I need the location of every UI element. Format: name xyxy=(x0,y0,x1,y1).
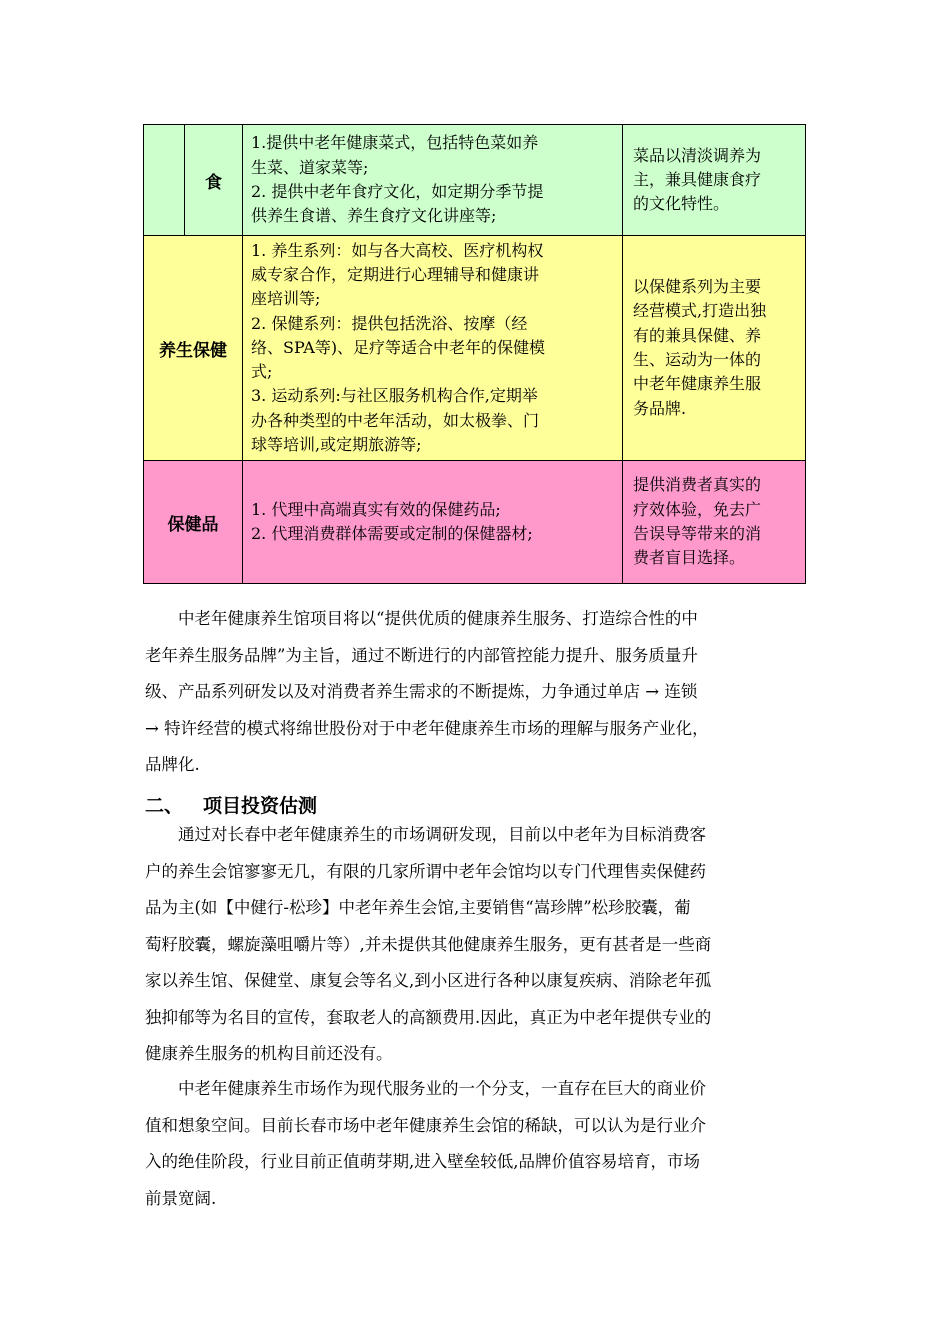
note-cell xyxy=(623,125,806,236)
description-line: 式; xyxy=(251,362,273,382)
paragraph-line: 家以养生馆、保健堂、康复会等名义,到小区进行各种以康复疾病、消除老年孤 xyxy=(145,971,712,990)
description-line: 1. 养生系列：如与各大高校、医疗机构权 xyxy=(251,240,544,260)
description-line: 办各种类型的中老年活动，如太极拳、门 xyxy=(251,410,540,430)
description-cell xyxy=(243,461,623,584)
category-cell: 食 xyxy=(185,125,243,236)
description-line: 3. 运动系列:与社区服务机构合作,定期举 xyxy=(251,386,538,406)
table-row-products xyxy=(144,461,806,584)
table-cell-blank xyxy=(144,125,185,236)
note-line: 以保健系列为主要 xyxy=(633,277,762,297)
paragraph-market-survey xyxy=(145,817,809,1073)
note-line: 疗效体验，免去广 xyxy=(633,499,762,519)
table-row-health xyxy=(144,236,806,461)
category-cell: 养生保健 xyxy=(144,236,243,461)
description-line: 座培训等; xyxy=(251,289,321,309)
note-line: 提供消费者真实的 xyxy=(633,475,762,495)
paragraph-line: 老年养生服务品牌”为主旨，通过不断进行的内部管控能力提升、服务质量升 xyxy=(145,645,698,665)
description-cell xyxy=(243,125,623,236)
table-row-food xyxy=(144,125,806,236)
description-line: 1. 代理中高端真实有效的保健药品; xyxy=(251,499,501,519)
description-line: 威专家合作，定期进行心理辅导和健康讲 xyxy=(251,264,540,284)
paragraph-line: 级、产品系列研发以及对消费者养生需求的不断提炼，力争通过单店 → 连锁 xyxy=(145,682,698,701)
description-line: 2. 代理消费群体需要或定制的保健器材; xyxy=(251,524,533,543)
description-line: 络、SPA等)、足疗等适合中老年的保健模 xyxy=(251,337,546,357)
description-cell xyxy=(243,236,623,461)
section-number: 二、 xyxy=(145,795,184,817)
description-line: 生菜、道家菜等; xyxy=(251,157,369,177)
note-line: 务品牌. xyxy=(633,398,687,418)
paragraph-line: 户的养生会馆寥寥无几，有限的几家所谓中老年会馆均以专门代理售卖保健药 xyxy=(145,861,706,881)
note-line: 的文化特性。 xyxy=(633,194,730,214)
category-cell: 保健品 xyxy=(144,461,243,584)
paragraph-line: 中老年健康养生市场作为现代服务业的一个分支，一直存在巨大的商业价 xyxy=(145,1079,706,1098)
paragraph-line: 品为主(如【中健行-松珍】中老年养生会馆,主要销售“嵩珍牌”松珍胶囊，葡 xyxy=(145,898,691,917)
paragraph-line: 品牌化. xyxy=(145,755,200,774)
description-line: 2. 提供中老年食疗文化，如定期分季节提 xyxy=(251,182,544,201)
note-line: 告误导等带来的消 xyxy=(633,524,762,543)
paragraph-line: 中老年健康养生馆项目将以“提供优质的健康养生服务、打造综合性的中 xyxy=(145,609,698,628)
note-line: 主，兼具健康食疗 xyxy=(633,169,762,189)
note-line: 生、运动为一体的 xyxy=(633,350,762,369)
paragraph-line: 值和想象空间。目前长春市场中老年健康养生会馆的稀缺，可以认为是行业介 xyxy=(145,1115,706,1135)
note-line: 有的兼具保健、养 xyxy=(633,325,762,345)
paragraph-line: 入的绝佳阶段，行业目前正值萌芽期,进入壁垒较低,品牌价值容易培育，市场 xyxy=(145,1152,700,1171)
note-line: 费者盲目选择。 xyxy=(633,548,746,568)
paragraph-line: → 特许经营的模式将绵世股份对于中老年健康养生市场的理解与服务产业化， xyxy=(145,718,709,738)
paragraph-line: 通过对长春中老年健康养生的市场调研发现，目前以中老年为目标消费客 xyxy=(145,825,706,844)
paragraph-line: 萄籽胶囊，螺旋藻咀嚼片等）,并未提供其他健康养生服务，更有甚者是一些商 xyxy=(145,934,712,954)
paragraph-line: 独抑郁等为名目的宣传，套取老人的高额费用.因此，真正为中老年提供专业的 xyxy=(145,1007,712,1027)
paragraph-market-outlook xyxy=(145,1071,809,1217)
description-line: 供养生食谱、养生食疗文化讲座等; xyxy=(251,206,497,226)
paragraph-line: 健康养生服务的机构目前还没有。 xyxy=(145,1044,393,1063)
description-line: 2. 保健系列：提供包括洗浴、按摩（经 xyxy=(251,313,528,333)
paragraph-line: 前景宽阔. xyxy=(145,1188,217,1208)
section-title: 项目投资估测 xyxy=(203,795,318,817)
note-line: 菜品以清淡调养为 xyxy=(633,145,762,165)
note-line: 中老年健康养生服 xyxy=(633,374,762,394)
description-line: 球等培训,或定期旅游等; xyxy=(251,435,422,455)
description-line: 1.提供中老年健康菜式，包括特色菜如养 xyxy=(251,133,539,153)
paragraph-summary xyxy=(145,601,809,784)
note-cell xyxy=(623,236,806,461)
note-cell xyxy=(623,461,806,584)
note-line: 经营模式,打造出独 xyxy=(633,301,767,321)
service-table xyxy=(143,124,806,584)
